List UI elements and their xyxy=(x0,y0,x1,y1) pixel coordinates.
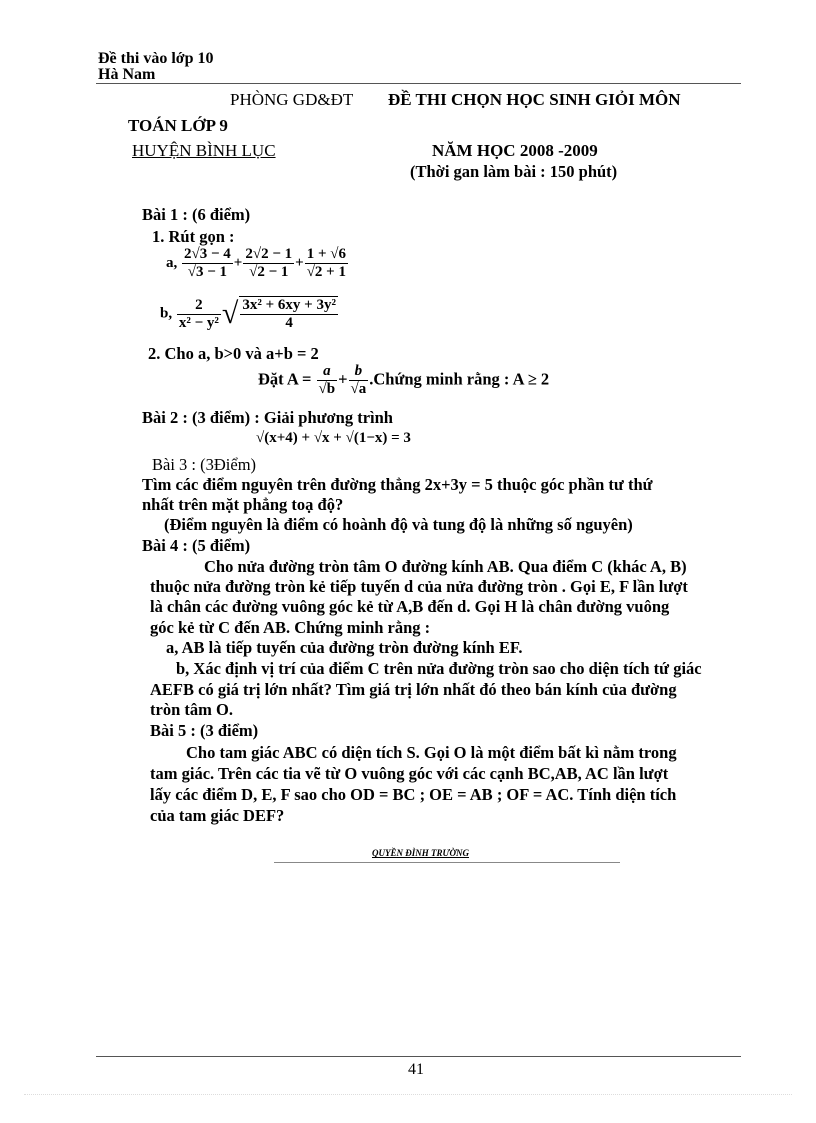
bai2-equation: √(x+4) + √x + √(1−x) = 3 xyxy=(256,430,411,446)
header-line-1: Đề thi vào lớp 10 xyxy=(98,50,214,67)
bai3-line-2: nhất trên mặt phẳng toạ độ? xyxy=(142,495,344,514)
bai4-line-1: Cho nửa đường tròn tâm O đường kính AB. Qua điểm C (khác A, B) xyxy=(204,557,687,576)
bai1-part2: 2. Cho a, b>0 và a+b = 2 xyxy=(148,344,319,363)
subject-label: TOÁN LỚP 9 xyxy=(128,116,228,135)
bai5-line-3: lấy các điểm D, E, F sao cho OD = BC ; OE = AB ; OF = AC. Tính diện tích xyxy=(150,785,677,804)
bai2-heading: Bài 2 : (3 điểm) : Giải phương trình xyxy=(142,408,393,427)
footer-rule xyxy=(96,1056,741,1057)
fraction: $\frac{2√3 - 4}{√3 - 1}$ xyxy=(184,246,231,280)
bai4-line-5: a, AB là tiếp tuyến của đường tròn đường kính EF. xyxy=(166,638,523,657)
bai1-heading: Bài 1 : (6 điểm) xyxy=(142,205,251,224)
bai1-define-a: Đặt A = $\frac{a}{√b}$ + $\frac{b}{√a}$ .Chứng minh rằng : A ≥ 2 xyxy=(258,363,550,397)
exam-title: ĐỀ THI CHỌN HỌC SINH GIỎI MÔN xyxy=(388,90,681,109)
fraction: $\frac{a}{√b}$ xyxy=(318,363,336,397)
bai1-b-label: b, xyxy=(160,305,173,322)
bai4-line-7: AEFB có giá trị lớn nhất? Tìm giá trị lớn nhất đó theo bán kính của đường xyxy=(150,680,677,699)
author-signature: QUYỀN ĐÌNH TRƯỜNG xyxy=(372,848,469,858)
bai4-line-3: là chân các đường vuông góc kẻ từ A,B đến d. Gọi H là chân đường vuông xyxy=(150,597,670,616)
district-label: HUYỆN BÌNH LỤC xyxy=(132,141,276,160)
page-number: 41 xyxy=(408,1061,424,1078)
fraction: $\frac{b}{√a}$ xyxy=(350,363,367,397)
bai4-heading: Bài 4 : (5 điểm) xyxy=(142,536,251,555)
bai1-a-label: a, xyxy=(166,254,178,271)
bai3-line-3: (Điểm nguyên là điểm có hoành độ và tung độ là những số nguyên) xyxy=(164,515,633,534)
bai4-line-6: b, Xác định vị trí của điểm C trên nửa đường tròn sao cho diện tích tứ giác xyxy=(176,659,702,678)
radical-icon: √ xyxy=(221,297,239,330)
bai5-heading: Bài 5 : (3 điểm) xyxy=(150,721,259,740)
fraction: $\frac{2√2 - 1}{√2 - 1}$ xyxy=(245,246,293,280)
bai5-line-4: của tam giác DEF? xyxy=(150,806,285,825)
time-limit: (Thời gan làm bài : 150 phút) xyxy=(410,162,618,181)
bai1-expression-a: a, $\frac{2√3 - 4}{√3 - 1}$ + $\frac{2√2 - 1}{√2 - 1}$ + $\frac{1 + √6}{√2 + 1}$ xyxy=(166,246,346,280)
bai4-line-4: góc kẻ từ C đến AB. Chứng minh rằng : xyxy=(150,618,431,637)
bai5-line-1: Cho tam giác ABC có diện tích S. Gọi O là một điểm bất kì nằm trong xyxy=(186,743,677,762)
header-rule xyxy=(96,83,741,84)
bai3-heading: Bài 3 : (3Điểm) xyxy=(152,455,257,474)
bai3-line-1: Tìm các điểm nguyên trên đường thẳng 2x+3y = 5 thuộc góc phần tư thứ xyxy=(142,475,653,494)
bai4-line-8: tròn tâm O. xyxy=(150,700,233,719)
school-year: NĂM HỌC 2008 -2009 xyxy=(432,141,598,160)
bai5-line-2: tam giác. Trên các tia vẽ từ O vuông góc với các cạnh BC,AB, AC lần lượt xyxy=(150,764,669,783)
bai1-part1: 1. Rút gọn : xyxy=(152,227,235,246)
header-line-2: Hà Nam xyxy=(98,66,156,83)
fraction: $\frac{\text{3x² + 6xy + 3y²}}{4}$ xyxy=(239,296,338,332)
page-edge xyxy=(24,1094,792,1095)
bai4-line-2: thuộc nửa đường tròn kẻ tiếp tuyến d của nửa đường tròn . Gọi E, F lần lượt xyxy=(150,577,688,596)
fraction: $\frac{2}{\text{x² − y²}}$ xyxy=(178,296,219,331)
signature-rule xyxy=(274,862,620,863)
bai1-expression-b xyxy=(160,296,339,332)
department-label: PHÒNG GD&ĐT xyxy=(230,90,354,109)
fraction: $\frac{1 + √6}{√2 + 1}$ xyxy=(306,246,346,280)
